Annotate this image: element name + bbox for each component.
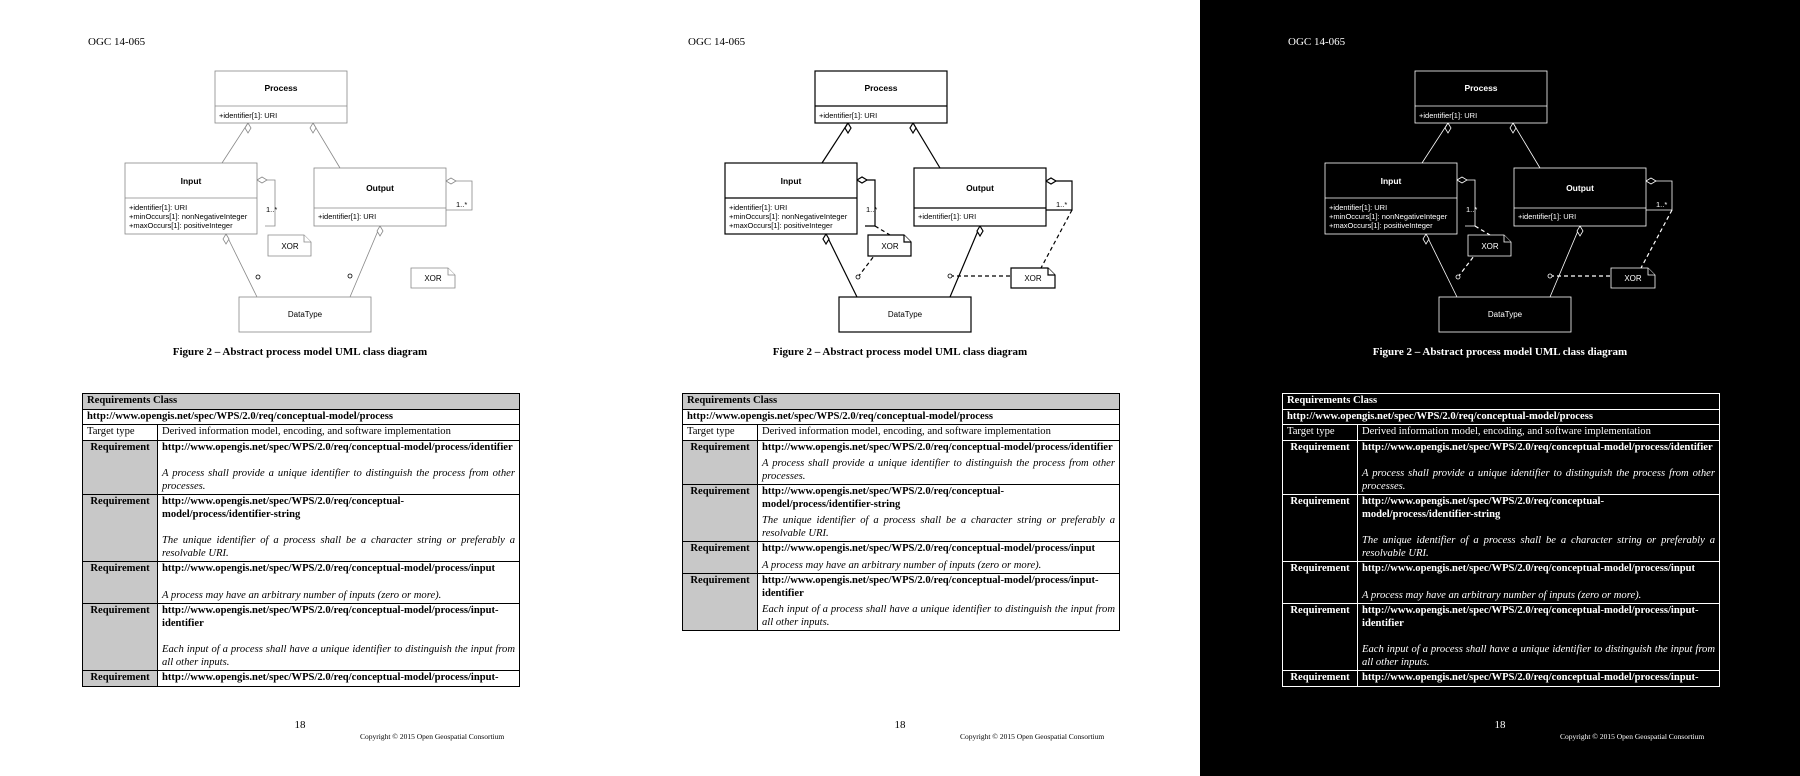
requirement-statement: A process shall provide a unique identifier to distinguish the process from other processes.: [162, 468, 515, 492]
xor-note-output-label: XOR: [1024, 274, 1042, 283]
page-number: 18: [894, 719, 906, 731]
target-type-value: Derived information model, encoding, and software implementation: [1358, 425, 1720, 441]
xor-input-loop-link: [1475, 226, 1490, 235]
process-class-name: Process: [1464, 83, 1498, 93]
diamond-process-right: [1510, 123, 1516, 133]
diamond-output-loop: [1046, 178, 1056, 184]
requirements-class-uri: http://www.opengis.net/spec/WPS/2.0/req/conceptual-model/process: [683, 409, 1120, 425]
input-attr-identifier: +identifier[1]: URI: [129, 203, 188, 212]
uml-class-diagram: [600, 0, 1200, 340]
requirement-statement: Each input of a process shall have a unique identifier to distinguish the input from all other inputs.: [762, 604, 1115, 628]
process-output-link: [313, 123, 340, 168]
requirement-uri: http://www.opengis.net/spec/WPS/2.0/req/conceptual-model/process/identifier: [162, 441, 513, 453]
output-multiplicity: 1..*: [1656, 200, 1668, 209]
page-render-original: [0, 0, 600, 776]
output-class: [314, 168, 446, 226]
xor-joint-input: [856, 275, 860, 279]
xor-input-loop-link: [875, 226, 890, 235]
requirement-uri: http://www.opengis.net/spec/WPS/2.0/req/conceptual-model/process/input-identifier: [762, 575, 1099, 599]
page-render-diff: [1200, 0, 1800, 776]
table-row: [683, 485, 1120, 542]
input-multiplicity: 1..*: [266, 205, 278, 214]
xor-note-output-label: XOR: [1624, 274, 1642, 283]
requirements-class-row: [83, 394, 520, 410]
requirement-label: Requirement: [1283, 440, 1358, 495]
input-class: [1325, 163, 1457, 234]
datatype-class-name: DataType: [1487, 310, 1523, 319]
requirement-label: Requirement: [683, 485, 758, 542]
requirement-statement: A process may have an arbitrary number of inputs (zero or more).: [1362, 589, 1642, 601]
target-type-row: [1283, 425, 1720, 441]
requirement-statement: The unique identifier of a process shall be a character string or preferably a resolvable URI.: [1362, 535, 1715, 559]
requirement-label: Requirement: [1283, 562, 1358, 604]
requirements-class-uri: http://www.opengis.net/spec/WPS/2.0/req/conceptual-model/process: [1283, 409, 1720, 425]
target-type-label: Target type: [1283, 425, 1358, 441]
diamond-process-right: [910, 123, 916, 133]
target-type-label: Target type: [683, 425, 758, 441]
output-class: [1514, 168, 1646, 226]
requirements-class-row: [1283, 394, 1720, 410]
table-row: [683, 542, 1120, 574]
table-row-truncated: [83, 671, 520, 687]
page-render-reconstructed: [600, 0, 1200, 776]
requirement-statement: The unique identifier of a process shall be a character string or preferably a resolvable URI.: [762, 515, 1115, 539]
requirement-label: Requirement: [1283, 495, 1358, 562]
table-row-truncated: [1283, 671, 1720, 687]
input-self-loop: [857, 180, 878, 226]
diamond-output-bottom: [377, 226, 383, 236]
requirement-uri: http://www.opengis.net/spec/WPS/2.0/req/conceptual-model/process/identifier: [1362, 441, 1713, 453]
requirement-statement: Each input of a process shall have a unique identifier to distinguish the input from all other inputs.: [162, 644, 515, 668]
diamond-input-bottom: [823, 234, 829, 244]
requirement-label: Requirement: [1283, 604, 1358, 671]
requirement-label: Requirement: [83, 562, 158, 604]
input-multiplicity: 1..*: [1466, 205, 1478, 214]
diamond-process-right: [310, 123, 316, 133]
process-attr-identifier: +identifier[1]: URI: [1419, 111, 1478, 120]
requirement-label: Requirement: [83, 440, 158, 495]
table-row: [683, 440, 1120, 485]
process-output-link: [1513, 123, 1540, 168]
diamond-process-left: [845, 123, 851, 133]
document-id: OGC 14-065: [688, 36, 746, 48]
requirement-statement: A process shall provide a unique identifier to distinguish the process from other processes.: [762, 458, 1115, 482]
input-class-name: Input: [780, 176, 802, 186]
table-row: [1283, 440, 1720, 495]
output-datatype-link: [950, 226, 980, 297]
requirement-uri: http://www.opengis.net/spec/WPS/2.0/req/conceptual-model/process/input-: [1358, 671, 1720, 687]
input-self-loop: [257, 180, 278, 226]
table-row: [1283, 495, 1720, 562]
datatype-class-name: DataType: [287, 310, 323, 319]
process-input-link: [1422, 123, 1448, 163]
input-datatype-link: [226, 234, 257, 297]
input-class: [125, 163, 257, 234]
output-class-name: Output: [1566, 183, 1594, 193]
input-attr-minoccurs: +minOccurs[1]: nonNegativeInteger: [729, 212, 848, 221]
requirement-uri: http://www.opengis.net/spec/WPS/2.0/req/conceptual-model/process/input-: [158, 671, 520, 687]
requirements-class-uri: http://www.opengis.net/spec/WPS/2.0/req/conceptual-model/process: [83, 409, 520, 425]
input-class: [725, 163, 857, 234]
target-type-row: [83, 425, 520, 441]
input-attr-minoccurs: +minOccurs[1]: nonNegativeInteger: [129, 212, 248, 221]
requirement-label: Requirement: [83, 495, 158, 562]
table-row: [1283, 562, 1720, 604]
diamond-output-loop: [1646, 178, 1656, 184]
input-attr-minoccurs: +minOccurs[1]: nonNegativeInteger: [1329, 212, 1448, 221]
input-datatype-link: [826, 234, 857, 297]
diamond-output-bottom: [977, 226, 983, 236]
copyright-notice: Copyright © 2015 Open Geospatial Consortium: [360, 732, 505, 741]
process-input-link: [822, 123, 848, 163]
xor-note-output: [411, 268, 455, 288]
requirements-class-row: [683, 394, 1120, 410]
requirements-class-uri-row: [83, 409, 520, 425]
datatype-class: [839, 297, 971, 332]
xor-note-input: [1468, 235, 1511, 256]
diamond-process-left: [1445, 123, 1451, 133]
input-multiplicity: 1..*: [866, 205, 878, 214]
datatype-class: [239, 297, 371, 332]
input-attr-identifier: +identifier[1]: URI: [729, 203, 788, 212]
requirement-uri: http://www.opengis.net/spec/WPS/2.0/req/conceptual-model/process/input: [162, 563, 496, 574]
xor-note-input: [868, 235, 911, 256]
input-datatype-link: [1426, 234, 1457, 297]
datatype-class-name: DataType: [887, 310, 923, 319]
xor-input-loop-link: [275, 226, 290, 235]
requirements-class-uri-row: [683, 409, 1120, 425]
requirement-label: Requirement: [683, 440, 758, 485]
table-row: [83, 562, 520, 604]
output-datatype-link: [1550, 226, 1580, 297]
table-row: [1283, 604, 1720, 671]
page-number: 18: [294, 719, 306, 731]
xor-joint-output: [948, 274, 952, 278]
requirements-class-label: Requirements Class: [1283, 394, 1720, 410]
target-type-row: [683, 425, 1120, 441]
xor-joint-output: [1548, 274, 1552, 278]
diamond-output-bottom: [1577, 226, 1583, 236]
requirement-statement: A process may have an arbitrary number of inputs (zero or more).: [162, 589, 442, 601]
output-datatype-link: [350, 226, 380, 297]
table-row: [683, 574, 1120, 631]
requirement-uri: http://www.opengis.net/spec/WPS/2.0/req/conceptual-model/process/input-identifier: [162, 605, 499, 629]
output-attr-identifier: +identifier[1]: URI: [918, 212, 977, 221]
diamond-output-loop: [446, 178, 456, 184]
figure-caption: Figure 2 – Abstract process model UML class diagram: [172, 346, 428, 358]
copyright-notice: Copyright © 2015 Open Geospatial Consortium: [960, 732, 1105, 741]
xor-note-input-label: XOR: [281, 242, 299, 251]
target-type-label: Target type: [83, 425, 158, 441]
requirement-uri: http://www.opengis.net/spec/WPS/2.0/req/conceptual-model/process/identifier-string: [762, 486, 1004, 510]
xor-note-input-label: XOR: [881, 242, 899, 251]
requirement-statement: A process shall provide a unique identifier to distinguish the process from other processes.: [1362, 468, 1715, 492]
requirements-table: [1282, 393, 1720, 687]
requirements-class-label: Requirements Class: [683, 394, 1120, 410]
xor-note-input: [268, 235, 311, 256]
input-attr-maxoccurs: +maxOccurs[1]: positiveInteger: [729, 221, 833, 230]
uml-class-diagram: [1200, 0, 1800, 340]
requirement-label: Requirement: [83, 671, 158, 687]
diamond-process-left: [245, 123, 251, 133]
process-attr-identifier: +identifier[1]: URI: [819, 111, 878, 120]
diamond-input-loop: [857, 177, 867, 183]
output-class-name: Output: [366, 183, 394, 193]
requirements-class-uri-row: [1283, 409, 1720, 425]
input-self-loop: [1457, 180, 1478, 226]
input-attr-identifier: +identifier[1]: URI: [1329, 203, 1388, 212]
uml-class-diagram: [0, 0, 600, 340]
output-class-name: Output: [966, 183, 994, 193]
requirement-label: Requirement: [1283, 671, 1358, 687]
diamond-input-bottom: [1423, 234, 1429, 244]
requirement-uri: http://www.opengis.net/spec/WPS/2.0/req/conceptual-model/process/identifier-string: [1362, 496, 1604, 520]
xor-joint-input: [256, 275, 260, 279]
input-class-name: Input: [180, 176, 202, 186]
copyright-notice: Copyright © 2015 Open Geospatial Consortium: [1560, 732, 1705, 741]
diamond-input-loop: [1457, 177, 1467, 183]
output-class: [914, 168, 1046, 226]
requirement-label: Requirement: [683, 574, 758, 631]
output-multiplicity: 1..*: [1056, 200, 1068, 209]
output-attr-identifier: +identifier[1]: URI: [318, 212, 377, 221]
requirement-uri: http://www.opengis.net/spec/WPS/2.0/req/conceptual-model/process/identifier-string: [162, 496, 404, 520]
process-attr-identifier: +identifier[1]: URI: [219, 111, 278, 120]
output-attr-identifier: +identifier[1]: URI: [1518, 212, 1577, 221]
requirements-class-label: Requirements Class: [83, 394, 520, 410]
requirement-label: Requirement: [83, 604, 158, 671]
document-id: OGC 14-065: [1288, 36, 1346, 48]
diamond-input-bottom: [223, 234, 229, 244]
xor-joint-input: [1456, 275, 1460, 279]
xor-joint-output: [348, 274, 352, 278]
requirements-table: [682, 393, 1120, 631]
requirement-label: Requirement: [683, 542, 758, 574]
table-row: [83, 604, 520, 671]
xor-note-output: [1011, 268, 1055, 288]
document-id: OGC 14-065: [88, 36, 146, 48]
datatype-class: [1439, 297, 1571, 332]
requirement-statement: The unique identifier of a process shall be a character string or preferably a resolvable URI.: [162, 535, 515, 559]
process-class: [1415, 71, 1547, 123]
requirement-statement: Each input of a process shall have a unique identifier to distinguish the input from all other inputs.: [1362, 644, 1715, 668]
figure-caption: Figure 2 – Abstract process model UML class diagram: [772, 346, 1028, 358]
process-class: [815, 71, 947, 123]
process-output-link: [913, 123, 940, 168]
page-number: 18: [1494, 719, 1506, 731]
requirement-uri: http://www.opengis.net/spec/WPS/2.0/req/conceptual-model/process/input: [1362, 563, 1696, 574]
process-class: [215, 71, 347, 123]
xor-note-input-label: XOR: [1481, 242, 1499, 251]
output-multiplicity: 1..*: [456, 200, 468, 209]
requirement-uri: http://www.opengis.net/spec/WPS/2.0/req/conceptual-model/process/input-identifier: [1362, 605, 1699, 629]
xor-note-output: [1611, 268, 1655, 288]
table-row: [83, 495, 520, 562]
table-row: [83, 440, 520, 495]
input-attr-maxoccurs: +maxOccurs[1]: positiveInteger: [129, 221, 233, 230]
requirement-uri: http://www.opengis.net/spec/WPS/2.0/req/conceptual-model/process/identifier: [762, 441, 1113, 453]
requirements-table: [82, 393, 520, 687]
requirement-uri: http://www.opengis.net/spec/WPS/2.0/req/conceptual-model/process/input: [762, 543, 1096, 554]
xor-note-output-label: XOR: [424, 274, 442, 283]
target-type-value: Derived information model, encoding, and software implementation: [758, 425, 1120, 441]
diamond-input-loop: [257, 177, 267, 183]
process-class-name: Process: [264, 83, 298, 93]
process-class-name: Process: [864, 83, 898, 93]
process-input-link: [222, 123, 248, 163]
input-attr-maxoccurs: +maxOccurs[1]: positiveInteger: [1329, 221, 1433, 230]
target-type-value: Derived information model, encoding, and software implementation: [158, 425, 520, 441]
input-class-name: Input: [1380, 176, 1402, 186]
requirement-statement: A process may have an arbitrary number of inputs (zero or more).: [762, 559, 1042, 571]
figure-caption: Figure 2 – Abstract process model UML class diagram: [1372, 346, 1628, 358]
